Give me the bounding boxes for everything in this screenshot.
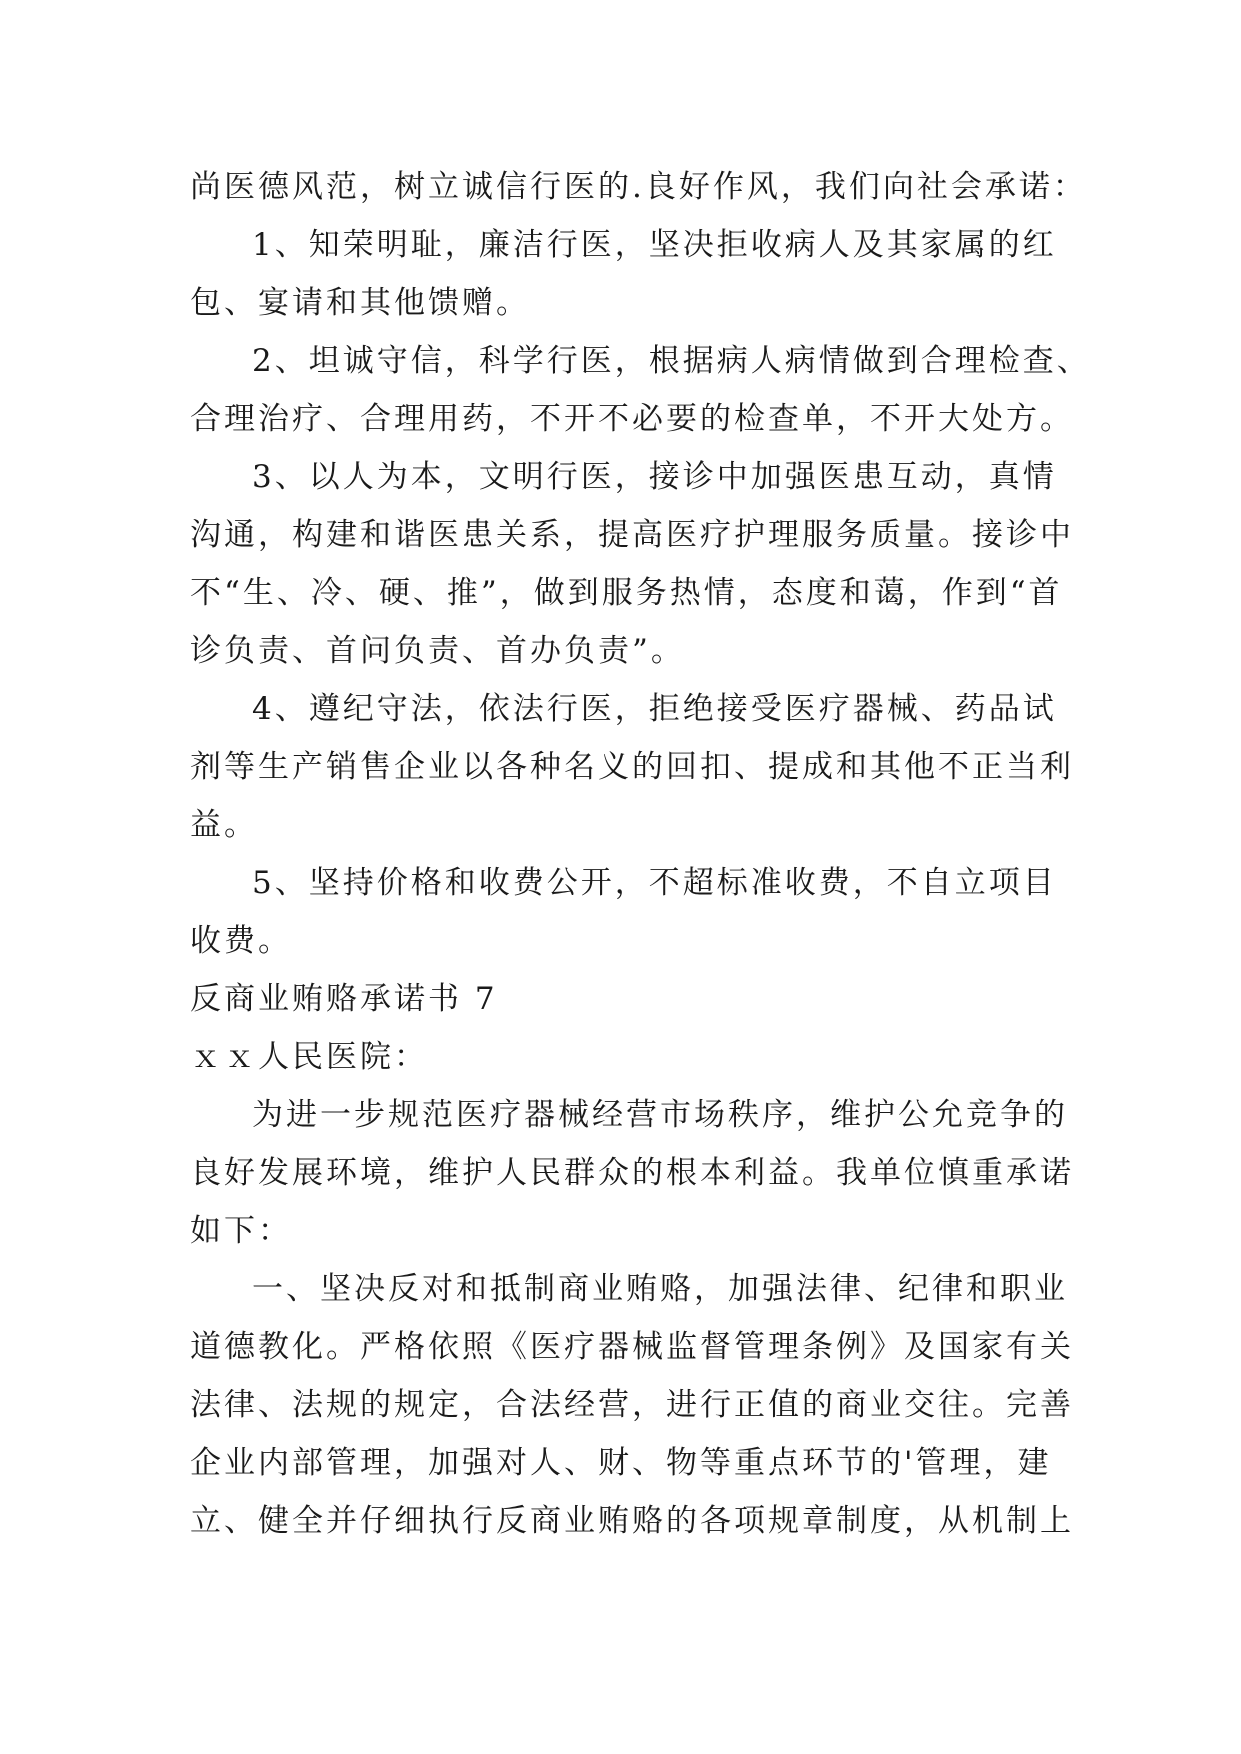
- text-line: 5、坚持价格和收费公开，不超标准收费，不自立项目: [252, 865, 1057, 901]
- text-line: 如下：: [190, 1213, 292, 1249]
- text-line: 尚医德风范，树立诚信行医的.良好作风，我们向社会承诺：: [190, 169, 1087, 205]
- text-line: 沟通，构建和谐医患关系，提高医疗护理服务质量。接诊中: [190, 517, 1074, 553]
- text-line: 包、宴请和其他馈赠。: [190, 285, 530, 321]
- text-line: 良好发展环境，维护人民群众的根本利益。我单位慎重承诺: [190, 1155, 1074, 1191]
- text-line: 为进一步规范医疗器械经营市场秩序，维护公允竞争的: [252, 1097, 1068, 1133]
- text-line: 诊负责、首问负责、首办负责”。: [190, 633, 685, 669]
- text-line: 企业内部管理，加强对人、财、物等重点环节的'管理，建: [190, 1445, 1052, 1481]
- text-line: 1、知荣明耻，廉洁行医，坚决拒收病人及其家属的红: [252, 227, 1057, 263]
- text-line: 立、健全并仔细执行反商业贿赂的各项规章制度，从机制上: [190, 1503, 1074, 1539]
- text-line: 2、坦诚守信，科学行医，根据病人病情做到合理检查、: [252, 343, 1091, 379]
- text-line: 4、遵纪守法，依法行医，拒绝接受医疗器械、药品试: [252, 691, 1057, 727]
- text-line: 益。: [190, 807, 258, 843]
- text-line: 收费。: [190, 923, 292, 959]
- text-line: 合理治疗、合理用药，不开不必要的检查单，不开大处方。: [190, 401, 1074, 437]
- text-line: 3、以人为本，文明行医，接诊中加强医患互动，真情: [252, 459, 1057, 495]
- text-line: ｘｘ人民医院：: [190, 1039, 428, 1075]
- text-line: 剂等生产销售企业以各种名义的回扣、提成和其他不正当利: [190, 749, 1074, 785]
- document-body: [190, 158, 1091, 1550]
- text-line: 法律、法规的规定，合法经营，进行正值的商业交往。完善: [190, 1387, 1074, 1423]
- text-line: 道德教化。严格依照《医疗器械监督管理条例》及国家有关: [190, 1329, 1074, 1365]
- text-line: 不“生、冷、硬、推”，做到服务热情，态度和蔼，作到“首: [190, 575, 1063, 611]
- text-line: 反商业贿赂承诺书 7: [190, 981, 498, 1017]
- text-line: 一、坚决反对和抵制商业贿赂，加强法律、纪律和职业: [252, 1271, 1068, 1307]
